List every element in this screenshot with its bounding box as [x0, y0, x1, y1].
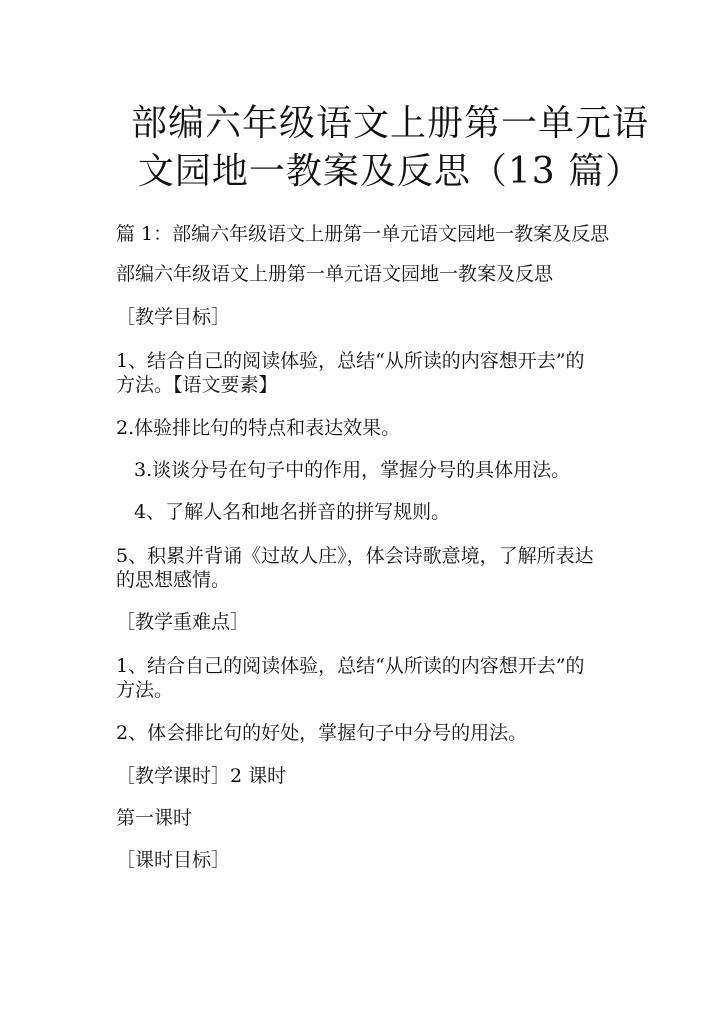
- heading-teaching-goals: ［教学目标］: [116, 306, 231, 328]
- title-line-1: 部编六年级语文上册第一单元语: [130, 103, 649, 144]
- subtitle: 部编六年级语文上册第一单元语文园地一教案及反思: [116, 263, 554, 285]
- goal-4: 4、了解人名和地名拼音的拼写规则。: [134, 501, 451, 523]
- first-lesson: 第一课时: [116, 807, 193, 829]
- goal-1-line-1: 1、结合自己的阅读体验，总结“从所读的内容想开去”的: [116, 350, 585, 372]
- goal-2: 2.体验排比句的特点和表达效果。: [116, 417, 401, 439]
- key-point-2: 2、体会排比句的好处，掌握句子中分号的用法。: [116, 722, 528, 744]
- goal-5-line-1: 5、积累并背诵《过故人庄》，体会诗歌意境，了解所表达: [116, 545, 594, 567]
- heading-lesson-hours: ［教学课时］2 课时: [116, 765, 287, 787]
- goal-5-line-2: 的思想感情。: [116, 569, 231, 591]
- key-point-1-line-2: 方法。: [116, 679, 174, 701]
- section-heading: 篇 1：部编六年级语文上册第一单元语文园地一教案及反思: [116, 223, 610, 245]
- heading-key-points: ［教学重难点］: [116, 611, 250, 633]
- goal-3: 3.谈谈分号在句子中的作用，掌握分号的具体用法。: [134, 459, 571, 481]
- heading-lesson-goals: ［课时目标］: [116, 849, 231, 871]
- document-title: [100, 100, 680, 196]
- key-point-1-line-1: 1、结合自己的阅读体验，总结“从所读的内容想开去”的: [116, 655, 585, 677]
- title-line-2: 文园地一教案及反思（13 篇）: [137, 151, 643, 192]
- goal-1-line-2: 方法。【语文要素】: [116, 374, 278, 396]
